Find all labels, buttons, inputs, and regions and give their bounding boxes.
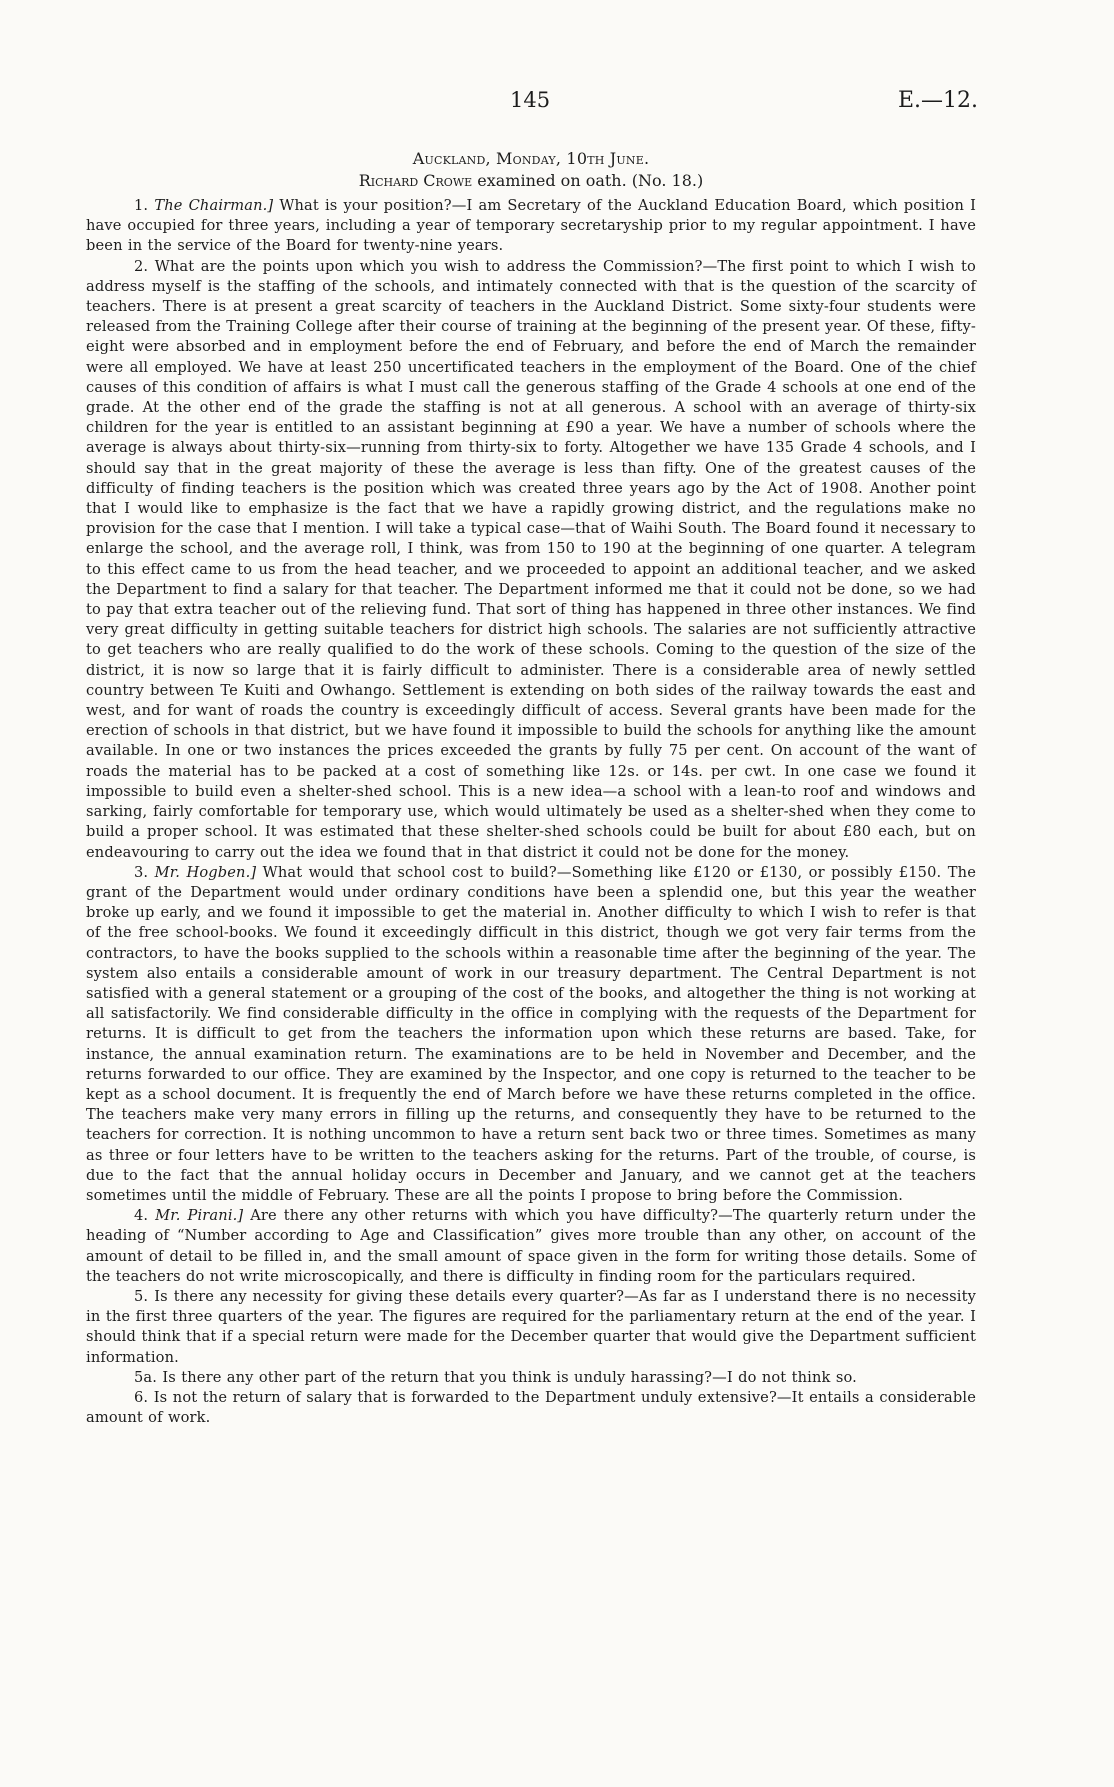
paragraph-text: Is not the return of salary that is forwarded to the Department unduly extensive?—It entails a considerable amount of work.	[86, 1388, 976, 1427]
question-number: 2.	[134, 257, 149, 275]
document-body	[86, 148, 976, 1428]
paragraph-text: Is there any other part of the return that you think is unduly harassing?—I do not think so.	[162, 1368, 857, 1386]
paragraph-6	[86, 1388, 976, 1428]
paragraph-text: What is your position?—I am Secretary of the Auckland Education Board, which position I have occupied for three years, including a year of temporary secretaryship prior to my regular appointment. I have been in the service of the Board for twenty-nine years.	[86, 197, 976, 255]
paragraph-text: What would that school cost to build?—Something like £120 or £130, or possibly £150. The grant of the Department would under ordinary conditions have been a splendid one, but this year the weather broke up early, and we found it impossible to get the material in. Another difficulty to which I wish to refer is that of the free school-books. We found it exceedingly difficult in this district, though we got very fair terms from the contractors, to have the books supplied to the schools within a reasonable time after the beginning of the year. The system also entails a considerable amount of work in our treasury department. The Central Department is not satisfied with a general statement or a grouping of the cost of the books, and altogether the thing is not working at all satisfactorily. We find considerable difficulty in the office in complying with the requests of the Department for returns. It is difficult to get from the teachers the information upon which these returns are based. Take, for instance, the annual examination return. The examinations are to be held in November and December, and the returns forwarded to our office. They are examined by the Inspector, and one copy is returned to the teacher to be kept as a school document. It is frequently the end of March before we have these returns completed in the office. The teachers make very many errors in filling up the returns, and consequently they have to be returned to the teachers for correction. It is nothing uncommon to have a return sent back two or three times. Sometimes as many as three or four letters have to be written to the teachers asking for the returns. Part of the trouble, of course, is due to the fact that the annual holiday occurs in December and January, and we cannot get at the teachers sometimes until the middle of February. These are all the points I propose to bring before the Commission.	[86, 863, 976, 1204]
witness-name: Richard Crowe	[358, 171, 473, 190]
question-number: 3.	[134, 863, 149, 881]
session-heading: Auckland, Monday, 10th June.	[412, 149, 650, 168]
paragraph-2	[86, 257, 976, 863]
page-number: 145	[510, 88, 551, 112]
speaker: Mr. Hogben.]	[154, 863, 257, 881]
document-reference: E.—12.	[898, 88, 979, 113]
paragraph-4	[86, 1206, 976, 1287]
page-header	[0, 88, 1114, 122]
question-number: 5a.	[134, 1368, 158, 1386]
paragraph-text: Are there any other returns with which you have difficulty?—The quarterly return under the heading of “Number according to Age and Classification” gives more trouble than any other, on account of the amount of detail to be filled in, and the small amount of space given in the form for writing those details. Some of the teachers do not write microscopically, and there is difficulty in finding room for the particulars required.	[86, 1207, 976, 1285]
question-number: 1.	[134, 197, 149, 214]
paragraph-5	[86, 1287, 976, 1368]
paragraph-1	[86, 196, 976, 257]
question-number: 4.	[134, 1207, 149, 1225]
paragraph-text: Is there any necessity for giving these details every quarter?—As far as I understand there is no necessity in the first three quarters of the year. The figures are required for the parliamentary return at the end of the year. I should think that if a special return were made for the December quarter that would give the Department sufficient information.	[86, 1287, 976, 1366]
paragraph-3	[86, 863, 976, 1206]
speaker: Mr. Pirani.]	[155, 1207, 244, 1225]
speaker: The Chairman.]	[154, 197, 274, 214]
paragraph-5a	[86, 1368, 976, 1388]
question-number: 6.	[134, 1388, 149, 1406]
question-number: 5.	[134, 1287, 149, 1305]
witness-heading	[86, 170, 976, 192]
witness-heading-rest: examined on oath. (No. 18.)	[472, 171, 704, 190]
paragraph-text: What are the points upon which you wish to address the Commission?—The first point to which I wish to address myself is the staffing of the schools, and intimately connected with that is the question of the scarcity of teachers. There is at present a great scarcity of teachers in the Auckland District. Some sixty-four students were released from the Training College after their course of training at the beginning of the present year. Of these, fifty-eight were absorbed and in employment before the end of February, and before the end of March the remainder were all employed. We have at least 250 uncertificated teachers in the employment of the Board. One of the chief causes of this condition of affairs is what I must call the generous staffing of the Grade 4 schools at one end of the grade. At the other end of the grade the staffing is not at all generous. A school with an average of thirty-six children for the year is entitled to an assistant beginning at £90 a year. We have a number of schools where the average is always about thirty-six—running from thirty-six to forty. Altogether we have 135 Grade 4 schools, and I should say that in the great majority of these the average is less than fifty. One of the greatest causes of the difficulty of finding teachers is the position which was created three years ago by the Act of 1908. Another point that I would like to emphasize is the fact that we have a rapidly growing district, and the regulations make no provision for the case that I mention. I will take a typical case—that of Waihi South. The Board found it necessary to enlarge the school, and the average roll, I think, was from 150 to 190 at the beginning of one quarter. A telegram to this effect came to us from the head teacher, and we proceeded to appoint an additional teacher, and we asked the Department to find a salary for that teacher. The Department informed me that it could not be done, so we had to pay that extra teacher out of the relieving fund. That sort of thing has happened in three other instances. We find very great difficulty in getting suitable teachers for district high schools. The salaries are not sufficiently attractive to get teachers who are really qualified to do the work of these schools. Coming to the question of the size of the district, it is now so large that it is fairly difficult to administer. There is a considerable area of newly settled country between Te Kuiti and Owhango. Settlement is extending on both sides of the railway towards the east and west, and for want of roads the country is exceedingly difficult of access. Several grants have been made for the erection of schools in that district, but we have found it impossible to build the schools for anything like the amount available. In one or two instances the prices exceeded the grants by fully 75 per cent. On account of the want of roads the material has to be packed at a cost of something like 12s. or 14s. per cwt. In one case we found it impossible to build even a shelter-shed school. This is a new idea—a school with a lean-to roof and windows and sarking, fairly comfortable for temporary use, which would ultimately be used as a shelter-shed when they come to build a proper school. It was estimated that these shelter-shed schools could be built for about £80 each, but on endeavouring to carry out the idea we found that in that district it could not be done for the money.	[86, 257, 976, 861]
